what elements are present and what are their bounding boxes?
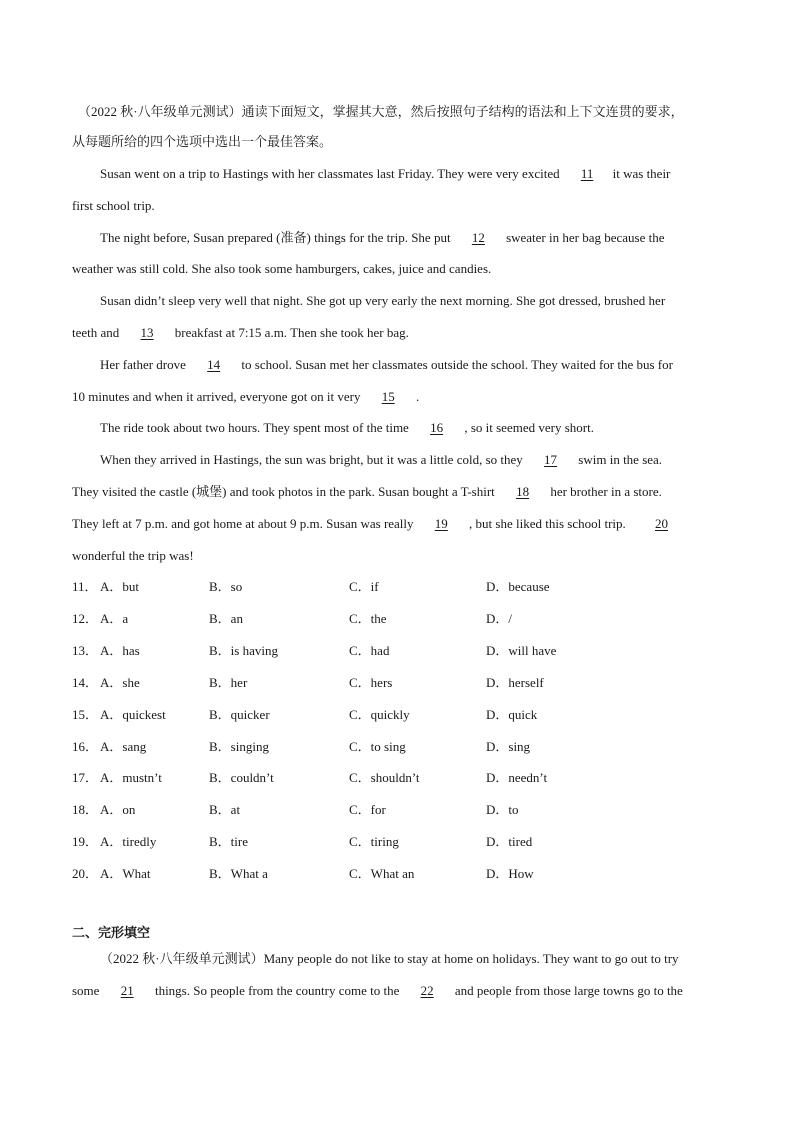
option-c[interactable]: C．tiring [349, 834, 399, 850]
passage-line: wonderful the trip was! [72, 548, 194, 563]
option-c[interactable]: C．if [349, 579, 379, 594]
option-c[interactable]: C．to sing [349, 738, 406, 754]
passage-text: , so it seemed very short. [464, 420, 594, 435]
option-b[interactable]: B．so [209, 579, 243, 594]
option-c[interactable]: C．the [349, 610, 387, 626]
passage-text: to school. Susan met her classmates outside the school. They waited for the bus for [241, 357, 673, 372]
question-row [72, 673, 712, 693]
passage-line [72, 482, 662, 502]
passage-line: weather was still cold. She also took some hamburgers, cakes, juice and candies. [72, 261, 492, 276]
question-row [72, 609, 712, 629]
option-d[interactable]: D．quick [486, 706, 538, 722]
question-number: 20． [72, 866, 99, 882]
passage-text: They left at 7 p.m. and got home at about 9 p.m. Susan was really [72, 516, 414, 531]
option-d[interactable]: D．herself [486, 674, 544, 690]
option-b[interactable]: B．couldn’t [209, 770, 274, 786]
question-number: 17． [72, 770, 99, 786]
passage-line [100, 450, 662, 470]
option-b[interactable]: B．quicker [209, 706, 270, 722]
blank-15: 15 [381, 389, 395, 404]
option-b[interactable]: B．What a [209, 866, 268, 882]
passage-text: it was their [612, 166, 671, 181]
option-a[interactable]: A．but [100, 579, 140, 594]
option-a[interactable]: A．a [100, 610, 129, 626]
passage-text: , but she liked this school trip. [469, 516, 626, 531]
passage-text: and people from those large towns go to the [454, 983, 683, 998]
question-row [72, 641, 712, 661]
option-c[interactable]: C．What an [349, 866, 415, 882]
blank-13: 13 [140, 325, 154, 340]
blank-18: 18 [516, 484, 530, 499]
passage-text: . [415, 389, 420, 404]
question-row [72, 737, 712, 757]
passage-line [72, 981, 683, 1001]
option-b[interactable]: B．her [209, 674, 248, 690]
question-row [72, 800, 712, 820]
option-a[interactable]: A．she [100, 674, 140, 690]
blank-20: 20 [655, 516, 669, 531]
option-d[interactable]: D．/ [486, 610, 513, 626]
passage-line: （2022 秋·八年级单元测试）Many people do not like to stay at home on holidays. They want to go out to try [100, 951, 679, 966]
blank-19: 19 [434, 516, 448, 531]
passage-text: swim in the sea. [578, 452, 663, 467]
passage-text: her brother in a store. [550, 484, 662, 499]
passage-line [100, 228, 665, 248]
passage-line: first school trip. [72, 198, 155, 213]
passage-text: Her father drove [100, 357, 186, 372]
passage-text: The night before, Susan prepared (准备) things for the trip. She put [100, 230, 451, 245]
question-number: 12． [72, 610, 99, 626]
passage-line [100, 355, 673, 375]
option-d[interactable]: D．tired [486, 834, 533, 850]
option-d[interactable]: D．will have [486, 642, 557, 658]
passage-line: Susan didn’t sleep very well that night. She got up very early the next morning. She got dressed, brushed her [100, 293, 666, 308]
passage-line [100, 418, 594, 438]
option-a[interactable]: A．mustn’t [100, 770, 162, 786]
option-d[interactable]: D．because [486, 579, 550, 594]
option-a[interactable]: A．on [100, 802, 136, 818]
option-a[interactable]: A．sang [100, 738, 147, 754]
passage-text: sweater in her bag because the [506, 230, 665, 245]
blank-14: 14 [207, 357, 221, 372]
option-b[interactable]: B．at [209, 802, 241, 818]
question-row [72, 768, 712, 788]
passage-line [72, 323, 409, 343]
option-c[interactable]: C．hers [349, 674, 393, 690]
option-a[interactable]: A．tiredly [100, 834, 157, 850]
question-number: 16． [72, 738, 99, 754]
passage-text: breakfast at 7:15 a.m. Then she took her bag. [174, 325, 409, 340]
option-a[interactable]: A．What [100, 866, 151, 882]
question-row [72, 577, 712, 597]
option-c[interactable]: C．for [349, 802, 386, 818]
question-number: 13． [72, 642, 99, 658]
question-number: 15． [72, 706, 99, 722]
passage-text: some [72, 983, 100, 998]
blank-22: 22 [420, 983, 434, 998]
question-row [72, 864, 712, 884]
blank-17: 17 [544, 452, 558, 467]
option-d[interactable]: D．to [486, 802, 519, 818]
question-row [72, 832, 712, 852]
passage-text: Susan went on a trip to Hastings with her classmates last Friday. They were very excited [100, 166, 560, 181]
option-c[interactable]: C．quickly [349, 706, 410, 722]
instruction-line-1: （2022 秋·八年级单元测试）通读下面短文，掌握其大意，然后按照句子结构的语法和上下文连贯的要求， [78, 104, 684, 119]
question-number: 14． [72, 674, 99, 690]
passage-text: When they arrived in Hastings, the sun was bright, but it was a little cold, so they [100, 452, 523, 467]
passage-line [72, 514, 672, 534]
passage-text: teeth and [72, 325, 120, 340]
question-number: 11． [72, 579, 98, 594]
passage-text: They visited the castle (城堡) and took photos in the park. Susan bought a T-shirt [72, 484, 495, 499]
passage-text: The ride took about two hours. They spent most of the time [100, 420, 409, 435]
passage-text: 10 minutes and when it arrived, everyone got on it very [72, 389, 361, 404]
option-d[interactable]: D．needn’t [486, 770, 548, 786]
option-a[interactable]: A．has [100, 642, 140, 658]
question-row [72, 705, 712, 725]
option-b[interactable]: B．tire [209, 834, 248, 850]
option-a[interactable]: A．quickest [100, 706, 166, 722]
option-b[interactable]: B．singing [209, 738, 269, 754]
section-heading: 二、完形填空 [72, 925, 151, 940]
question-number: 19． [72, 834, 99, 850]
option-c[interactable]: C．had [349, 642, 390, 658]
blank-12: 12 [471, 230, 485, 245]
instruction-line-2: 从每题所给的四个选项中选出一个最佳答案。 [72, 134, 333, 149]
option-b[interactable]: B．an [209, 610, 243, 626]
option-d[interactable]: D．sing [486, 738, 531, 754]
blank-16: 16 [430, 420, 444, 435]
option-b[interactable]: B．is having [209, 642, 278, 658]
passage-line [72, 387, 419, 407]
passage-line [100, 164, 670, 184]
blank-21: 21 [120, 983, 134, 998]
passage-text: things. So people from the country come to the [154, 983, 400, 998]
blank-11: 11 [580, 166, 594, 181]
option-d[interactable]: D．How [486, 866, 534, 882]
option-c[interactable]: C．shouldn’t [349, 770, 420, 786]
question-number: 18． [72, 802, 99, 818]
